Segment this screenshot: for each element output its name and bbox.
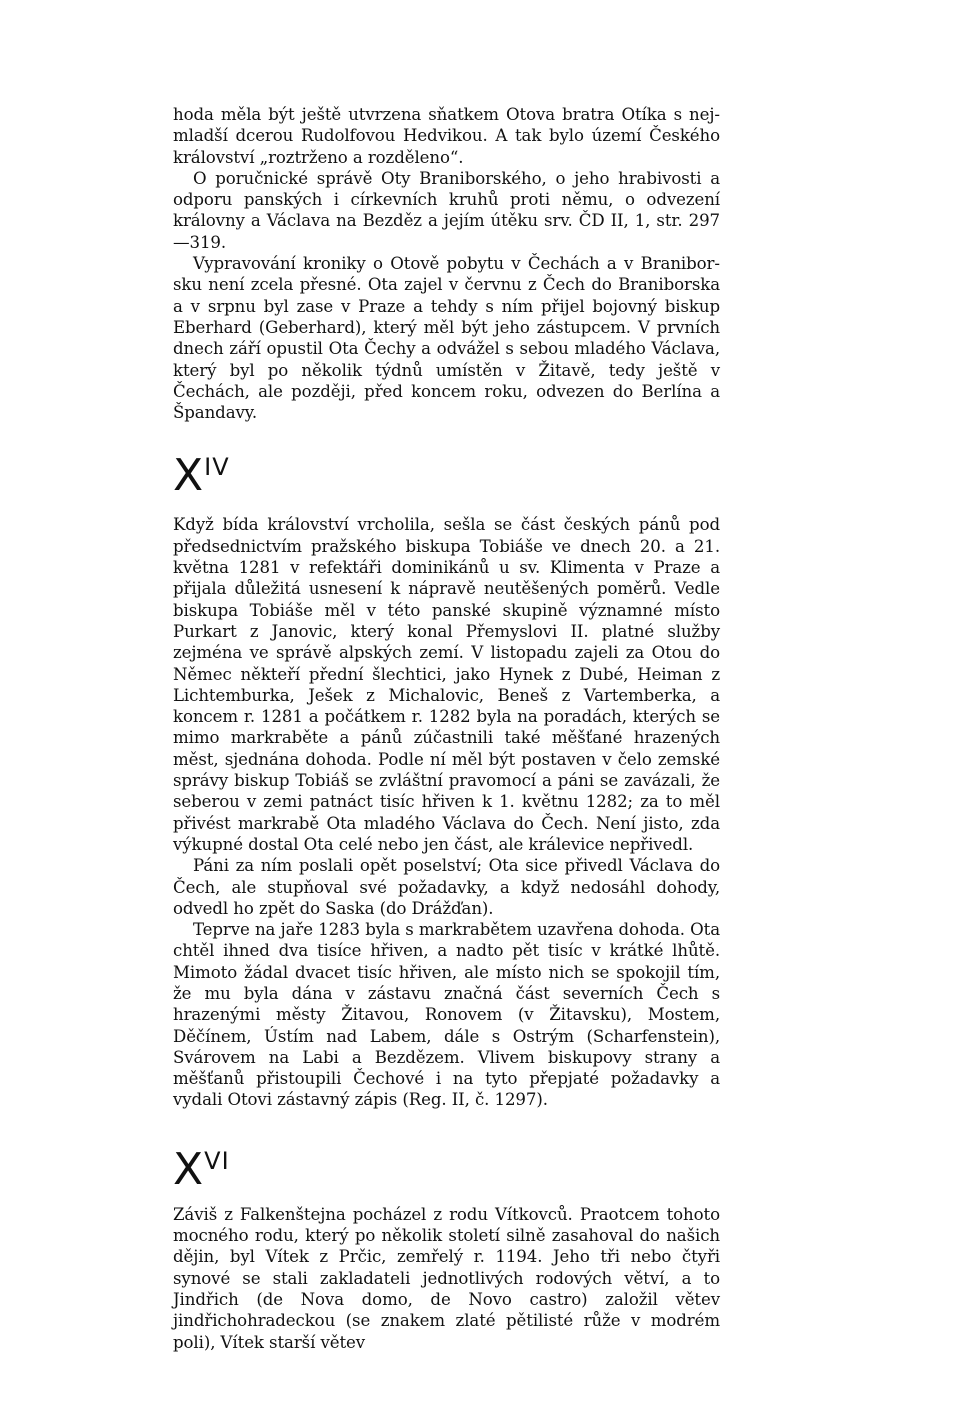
heading-letter: X <box>173 450 205 502</box>
paragraph: Páni za ním poslali opět poselství; Ota sice přivedl Václava do Čech, ale stupňoval své požadavky, a když nedosáhl dohody, odvedl ho zpět do Saska (do Drážďan). <box>173 856 720 918</box>
paragraph: Teprve na jaře 1283 byla s markrabětem uzavřena dohoda. Ota chtěl ihned dva tisíce hřiven, a nadto pět tisíc v krátké lhůtě. Mimoto žádal dvacet tisíc hřiven, ale místo nich se spokojil tím, že mu byla dána v zástavu značná část severních Čech s hrazenými městy Žitavou, Ronovem (v Žitavsku), Mostem, Děčínem, Ústím nad Labem, dále s Ostrým (Scharfenstein), Svárovem na Labi a Bezdězem. Vlivem biskupovy strany a měšťanů přistoupili Čechové i na tyto přepjaté požadavky a vydali Otovi zástavný zápis (Reg. II, č. 1297). <box>173 920 720 1110</box>
heading-superscript: IV <box>204 453 230 482</box>
paragraph: Záviš z Falkenštejna pocházel z rodu Vítkovců. Praotcem tohoto mocného rodu, který po několik století silně zasahoval do našich dějin, byl Vítek z Prčic, zemřelý r. 1194. Jeho tři nebo čtyři synové se stali zakladateli jednotlivých rodových větví, a to Jindřich (de Nova domo, de Novo castro) založil větev jindřichohradeckou (se znakem zlaté pětilisté růže v modrém poli), Vítek starší větev <box>173 1204 720 1352</box>
paragraph: O poručnické správě Oty Braniborského, o jeho hrabivosti a odporu panských i církevních kruhů proti němu, o odvezení královny a Václava na Bezděz a jejím útěku srv. ČD II, 1, str. 297—319. <box>173 168 720 252</box>
paragraph: hoda měla být ještě utvrzena sňatkem Otova bratra Otíka s nejmladší dcerou Rudolfovou Hedvikou. A tak bylo území Českého království „roztrženo a rozděleno“. <box>173 105 720 167</box>
page-body <box>173 104 720 1353</box>
heading-letter: X <box>173 1143 205 1195</box>
section-heading-xvi <box>173 1139 720 1195</box>
paragraph: Vypravování kroniky o Otově pobytu v Čechách a v Braniborsku není zcela přesné. Ota zajel v červnu z Čech do Braniborska a v srpnu byl zase v Praze a tehdy s ním přijel bojovný biskup Eberhard (Geberhard), který měl být jeho zástupcem. V prvních dnech září opustil Ota Čechy a odvážel s sebou mladého Václava, který byl po několik týdnů umístěn v Žitavě, tedy ještě v Čechách, ale později, před koncem roku, odvezen do Berlína a Špandavy. <box>173 254 720 423</box>
section-heading-xiv <box>173 445 720 502</box>
heading-superscript: VI <box>204 1146 230 1175</box>
paragraph: Když bída království vrcholila, sešla se část českých pánů pod předsednictvím pražského biskupa Tobiáše ve dnech 20. a 21. května 1281 v refektáři dominikánů u sv. Klimenta v Praze a přijala důležitá usnesení k nápravě neutěšených poměrů. Vedle biskupa Tobiáše měl v této panské skupině významné místo Purkart z Janovic, který konal Přemyslovi II. platné služby zejména ve správě alpských zemí. V listopadu zajeli za Otou do Němec někteří přední šlechtici, jako Hynek z Dubé, Heiman z Lichtemburka, Ješek z Michalovic, Beneš z Vartemberka, a koncem r. 1281 a počátkem r. 1282 byla na poradách, kterých se mimo markraběte a pánů zúčastnili také měšťané hrazených měst, sjednána dohoda. Podle ní měl být postaven v čelo zemské správy biskup Tobiáš se zvláštní pravomocí a páni se zavázali, že seberou v zemi patnáct tisíc hřiven k 1. květnu 1282; za to měl přivést markrabě Ota mladého Václava do Čech. Není jisto, zda výkupné dostal Ota celé nebo jen část, ale králevice nepřivedl. <box>173 515 720 854</box>
